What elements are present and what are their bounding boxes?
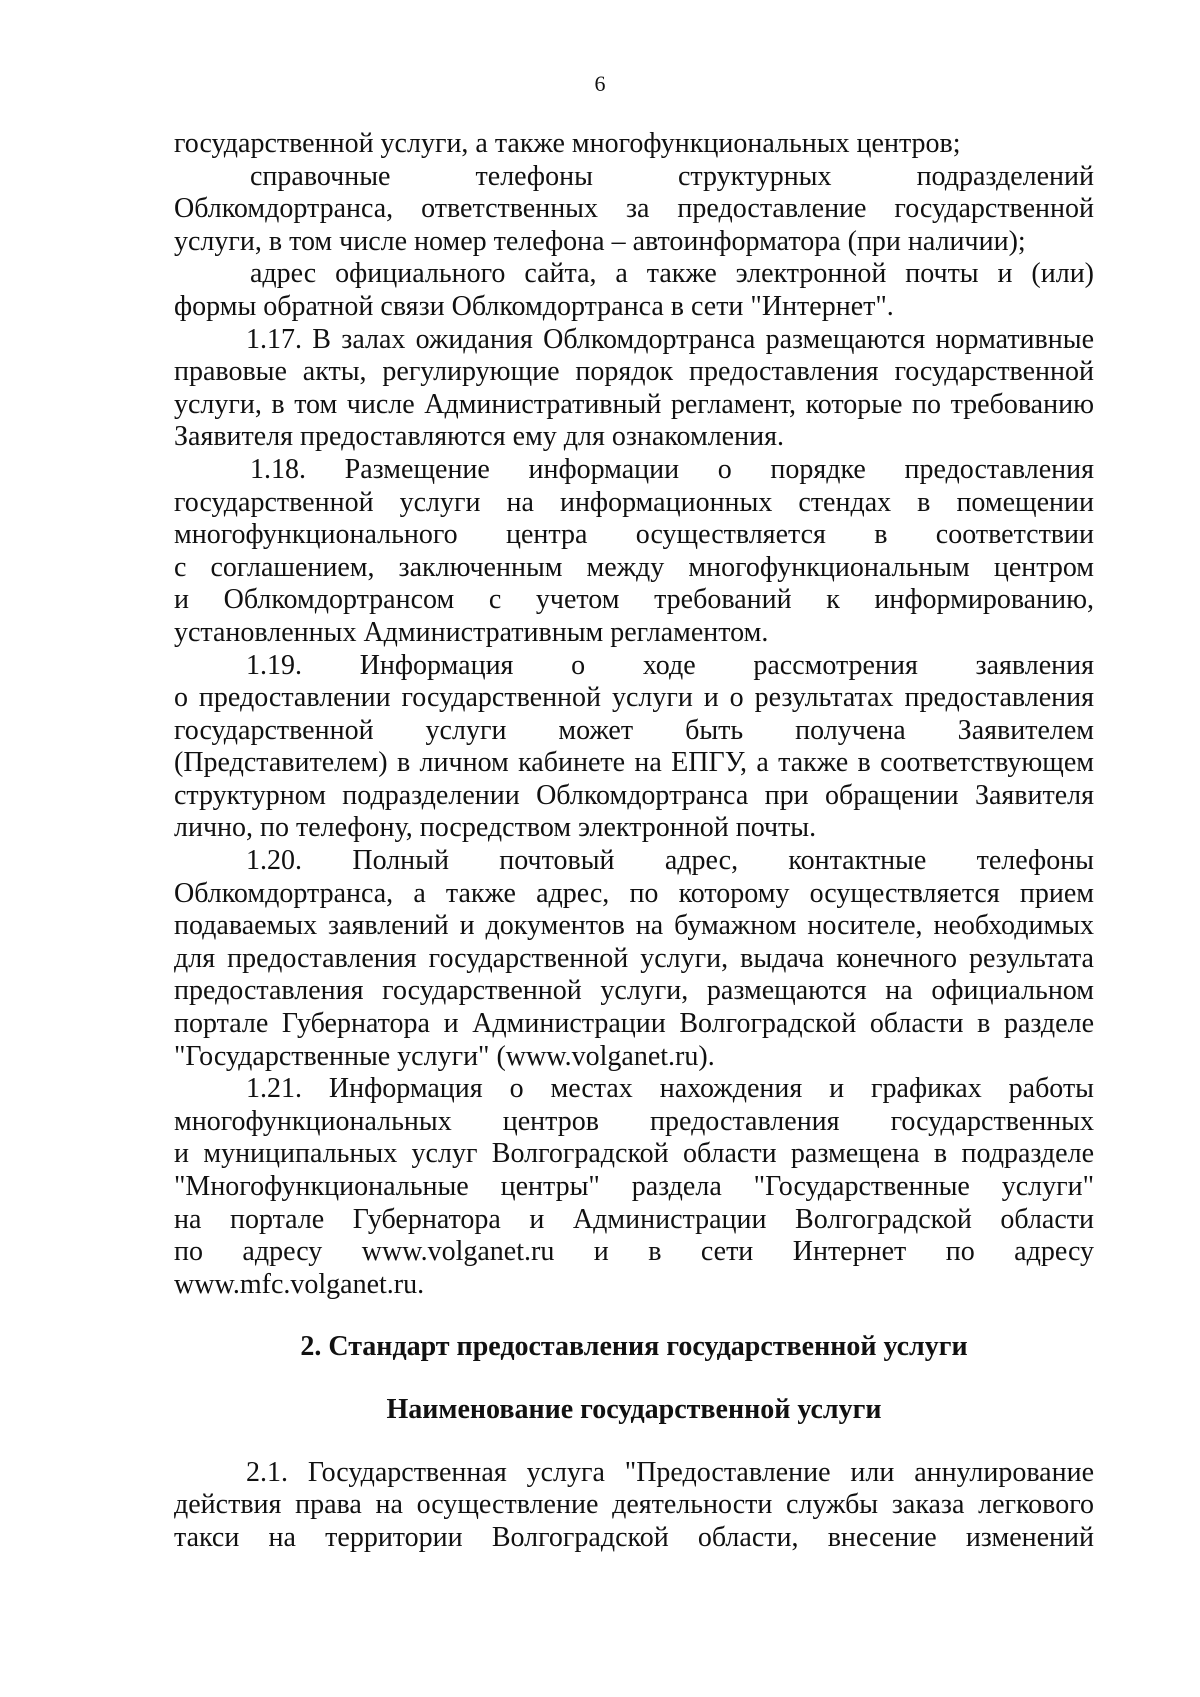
page-number: 6 — [594, 71, 606, 96]
text-line: 1.18. Размещение информации о порядке предоставления — [250, 453, 1094, 485]
text-line: и муниципальных услуг Волгоградской области размещена в подразделе — [174, 1138, 1094, 1170]
text-line: структурном подразделении Облкомдортранса при обращении Заявителя — [174, 779, 1094, 811]
text-line: адрес официального сайта, а также электронной почты и (или) — [250, 258, 1094, 290]
text-line: и Облкомдортрансом с учетом требований к информированию, — [174, 584, 1094, 616]
document-body — [174, 128, 1094, 1554]
text-line: действия права на осуществление деятельности службы заказа легкового — [174, 1489, 1094, 1521]
text-line: на портале Губернатора и Администрации Волгоградской области — [174, 1203, 1094, 1235]
text-line: лично, по телефону, посредством электронной почты. — [174, 812, 817, 844]
text-line: (Представителем) в личном кабинете на ЕПГУ, а также в соответствующем — [174, 747, 1094, 779]
text-line: такси на территории Волгоградской области, внесение изменений — [174, 1521, 1094, 1553]
text-line: Заявителя предоставляются ему для ознакомления. — [174, 421, 784, 453]
text-line: о предоставлении государственной услуги и о результатах предоставления — [174, 682, 1094, 714]
text-line: правовые акты, регулирующие порядок предоставления государственной — [174, 356, 1094, 388]
text-line: многофункциональных центров предоставления государственных — [174, 1105, 1094, 1137]
text-line: предоставления государственной услуги, размещаются на официальном — [174, 975, 1094, 1007]
text-line: государственной услуги может быть получена Заявителем — [174, 714, 1094, 746]
text-line: портале Губернатора и Администрации Волгоградской области в разделе — [174, 1008, 1094, 1040]
text-line: Облкомдортранса, ответственных за предоставление государственной — [174, 193, 1094, 225]
text-line: многофункционального центра осуществляется в соответствии — [174, 519, 1094, 551]
text-line: подаваемых заявлений и документов на бумажном носителе, необходимых — [174, 910, 1094, 942]
text-line: государственной услуги, а также многофункциональных центров; — [174, 128, 961, 159]
subsection-heading: Наименование государственной услуги — [386, 1393, 882, 1425]
text-line: формы обратной связи Облкомдортранса в сети "Интернет". — [174, 290, 894, 322]
text-line: справочные телефоны структурных подразделений — [250, 160, 1094, 192]
text-line: 2.1. Государственная услуга "Предоставление или аннулирование — [246, 1456, 1094, 1488]
text-line: для предоставления государственной услуги, выдача конечного результата — [174, 942, 1094, 974]
text-line: услуги, в том числе Административный регламент, которые по требованию — [174, 388, 1094, 420]
text-line: установленных Административным регламентом. — [174, 616, 769, 648]
spacer — [174, 1427, 1094, 1457]
text-line: с соглашением, заключенным между многофункциональным центром — [174, 551, 1094, 583]
text-line: услуги, в том числе номер телефона – автоинформатора (при наличии); — [174, 225, 1026, 257]
text-line: "Государственные услуги" (www.volganet.ru). — [174, 1040, 715, 1072]
text-line: www.mfc.volganet.ru. — [174, 1268, 425, 1300]
text-line: 1.17. В залах ожидания Облкомдортранса размещаются нормативные — [246, 323, 1094, 355]
spacer — [174, 1301, 1094, 1331]
spacer — [174, 1364, 1094, 1394]
text-line: Облкомдортранса, а также адрес, по которому осуществляется прием — [174, 877, 1094, 909]
text-line: 1.19. Информация о ходе рассмотрения заявления — [246, 649, 1094, 681]
text-line: "Многофункциональные центры" раздела "Государственные услуги" — [174, 1171, 1094, 1202]
text-line: государственной услуги на информационных стендах в помещении — [174, 486, 1094, 518]
section-heading: 2. Стандарт предоставления государственной услуги — [300, 1331, 968, 1363]
text-line: по адресу www.volganet.ru и в сети Интернет по адресу — [174, 1236, 1094, 1268]
text-line: 1.21. Информация о местах нахождения и графиках работы — [246, 1073, 1094, 1105]
text-line: 1.20. Полный почтовый адрес, контактные телефоны — [246, 845, 1094, 877]
